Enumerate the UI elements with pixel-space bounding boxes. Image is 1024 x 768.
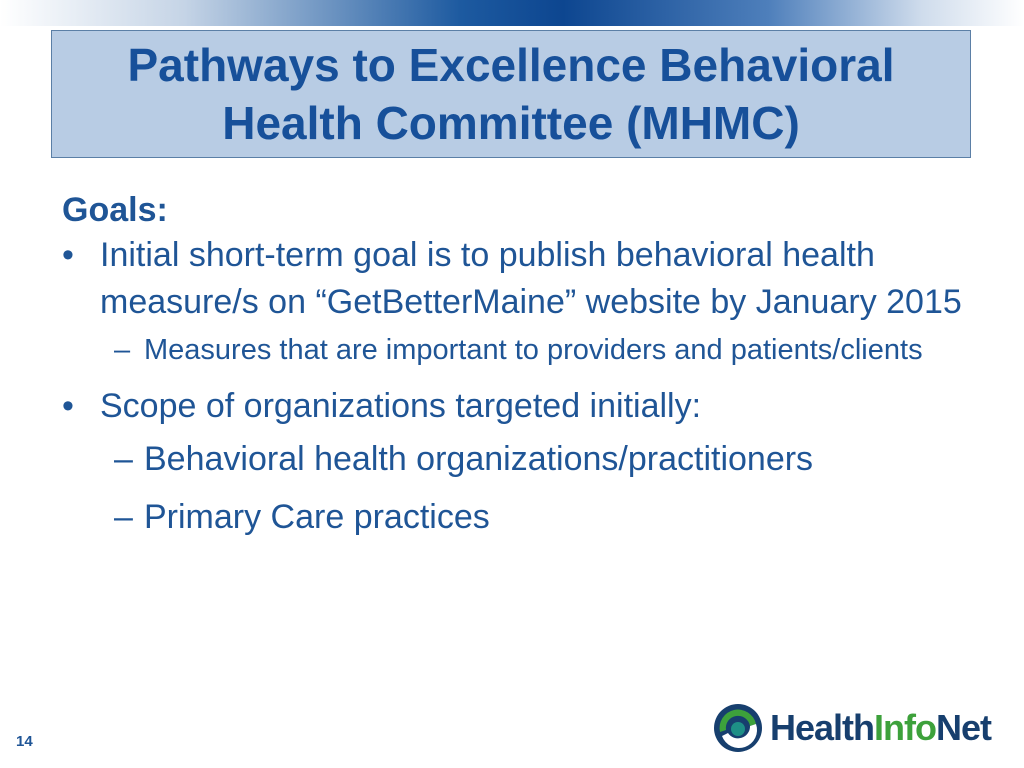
sub-bullet-text: Primary Care practices	[144, 498, 490, 536]
sub-bullet-item	[62, 488, 962, 546]
bullet-item	[62, 383, 962, 430]
bullet-item	[62, 232, 962, 326]
logo-text-health: Health	[770, 707, 875, 748]
goals-heading: Goals:	[62, 191, 168, 229]
slide-number: 14	[16, 733, 33, 750]
bullet-text: Scope of organizations targeted initially:	[100, 387, 702, 425]
sub-bullet-mark: –	[114, 334, 131, 366]
sub-bullet-item	[62, 430, 962, 488]
title-box	[51, 30, 971, 158]
slide-title: Pathways to Excellence Behavioral Health Committee (MHMC)	[127, 39, 895, 149]
sub-bullet-mark: –	[114, 440, 133, 478]
bullet-mark: •	[62, 236, 74, 274]
slide-content	[62, 188, 962, 546]
sub-bullet-item	[62, 330, 962, 371]
logo-text-info: Info	[874, 707, 937, 748]
sub-bullet-text: Behavioral health organizations/practitioners	[144, 440, 814, 478]
logo-wordmark	[770, 702, 991, 754]
logo-text-net: Net	[936, 707, 992, 748]
sub-bullet-text: Measures that are important to providers and patients/clients	[144, 334, 923, 366]
sub-bullet-mark: –	[114, 498, 133, 536]
bullet-mark: •	[62, 387, 74, 425]
bullet-text: Initial short-term goal is to publish behavioral health measure/s on “GetBetterMaine” website by January 2015	[100, 236, 962, 321]
healthinfonet-logo	[712, 700, 991, 756]
top-gradient-band	[0, 0, 1024, 26]
healthinfonet-swirl-logo-icon	[712, 702, 764, 754]
